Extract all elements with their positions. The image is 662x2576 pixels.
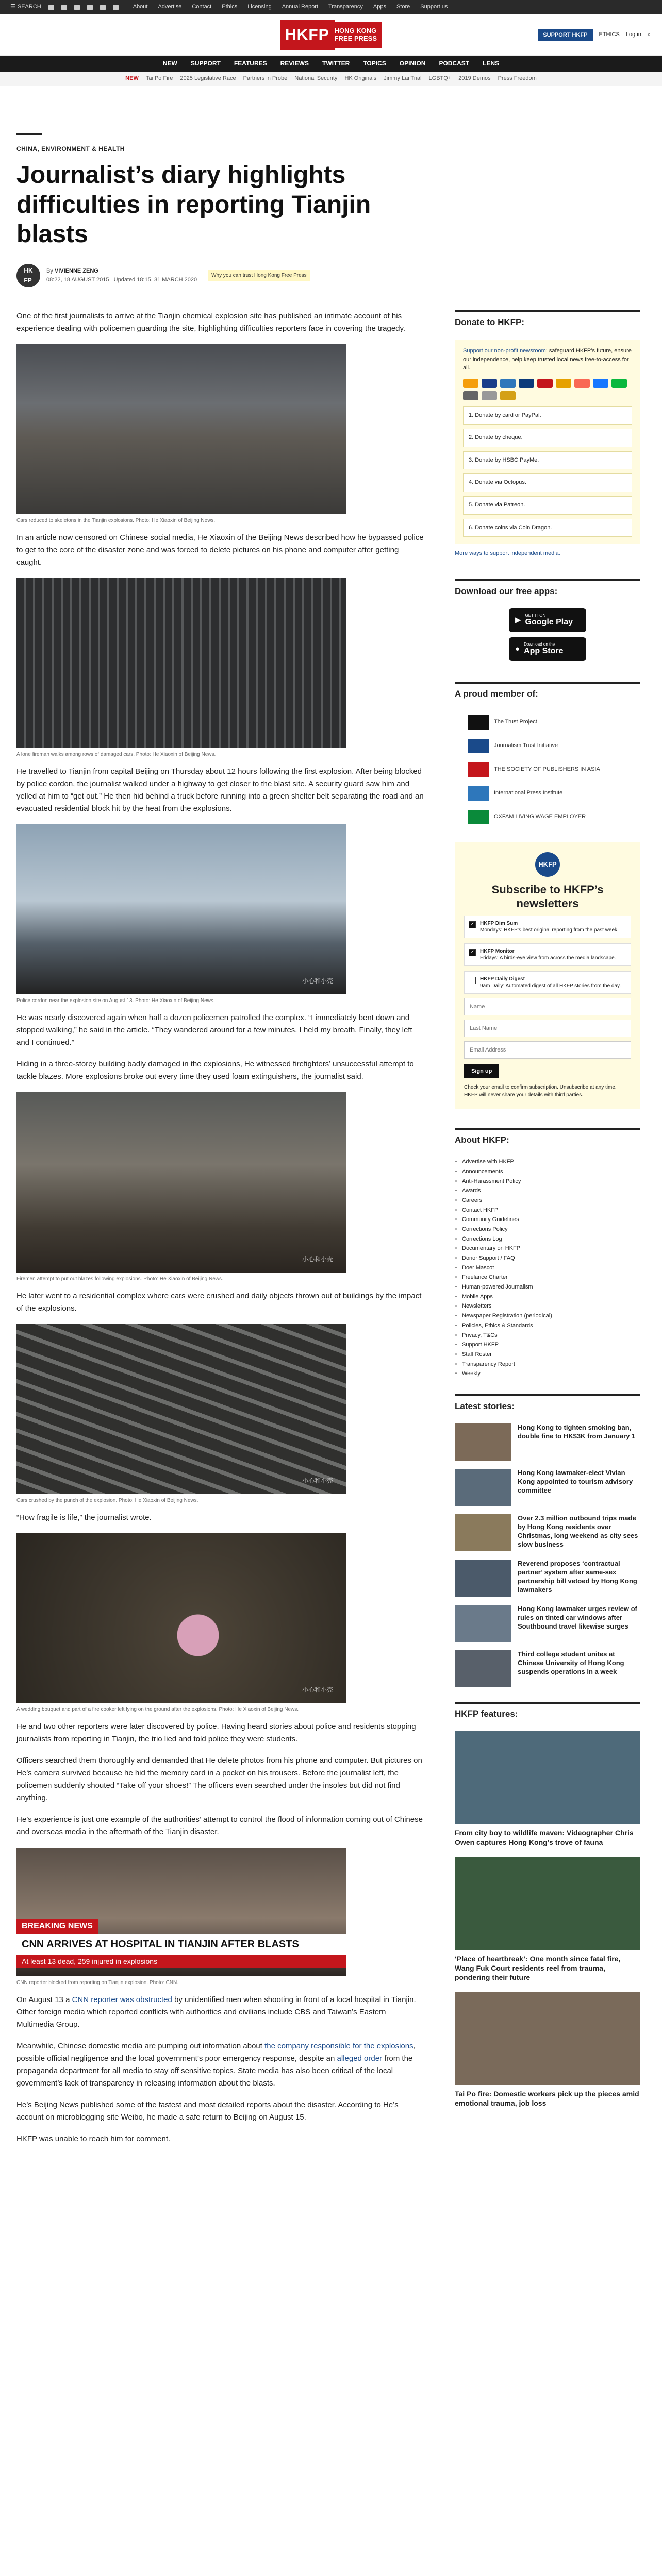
figure-caption: A wedding bouquet and part of a fire cooker left lying on the ground after the explosions. Photo: He Xiaoxin of Beijing News. bbox=[16, 1706, 299, 1713]
figure bbox=[16, 1324, 346, 1504]
wechat-icon bbox=[611, 379, 627, 388]
payment-logos bbox=[463, 379, 632, 400]
newsletter-name: HKFP Dim Sum bbox=[480, 920, 518, 926]
paragraph: HKFP was unable to reach him for comment. bbox=[16, 2134, 171, 2143]
apps-heading: Download our free apps: bbox=[455, 579, 640, 603]
trending-new-label: NEW bbox=[125, 75, 139, 82]
member-logo[interactable] bbox=[468, 786, 640, 801]
paragraph: In an article now censored on Chinese social media, He Xiaoxin of the Beijing News described how he bypassed police to get to the core of the disaster zone and was forced to delete pictures on his phone and computer after getting caught. bbox=[16, 533, 424, 567]
member-logo-icon bbox=[468, 715, 489, 730]
story-title[interactable]: Hong Kong to tighten smoking ban, double fine to HK$3K from January 1 bbox=[518, 1423, 636, 1440]
story-thumbnail[interactable] bbox=[455, 1650, 511, 1687]
photo-firemen-blaze bbox=[16, 1092, 346, 1273]
member-logo[interactable] bbox=[468, 762, 640, 777]
site-logo[interactable] bbox=[280, 20, 382, 50]
menu-icon: ☰ bbox=[10, 4, 15, 10]
about-link[interactable]: • Policies, Ethics & Standards bbox=[462, 1321, 640, 1331]
visa-icon bbox=[482, 379, 497, 388]
about-link[interactable]: • Corrections Policy bbox=[462, 1225, 640, 1234]
newsletter-option[interactable] bbox=[464, 916, 631, 938]
paypal-icon bbox=[519, 379, 534, 388]
donate-heading: Donate to HKFP: bbox=[455, 310, 640, 334]
cnn-lower-third bbox=[16, 1919, 346, 1968]
figure-caption: Cars reduced to skeletons in the Tianjin explosions. Photo: He Xiaoxin of Beijing News. bbox=[16, 517, 216, 523]
cheque-icon bbox=[482, 391, 497, 400]
about-link[interactable]: • Corrections Log bbox=[462, 1234, 640, 1244]
about-link[interactable]: • Advertise with HKFP bbox=[462, 1157, 640, 1167]
about-link[interactable]: • Newsletters bbox=[462, 1301, 640, 1311]
latest-story[interactable] bbox=[455, 1469, 640, 1506]
linkedin-icon[interactable] bbox=[87, 5, 93, 10]
story-thumbnail[interactable] bbox=[455, 1514, 511, 1551]
figure bbox=[16, 578, 346, 758]
logo-text: HONG KONG FREE PRESS bbox=[335, 22, 382, 48]
nav-item[interactable]: TOPICS bbox=[363, 60, 386, 67]
youtube-icon[interactable] bbox=[100, 5, 106, 10]
latest-heading: Latest stories: bbox=[455, 1394, 640, 1418]
figure bbox=[16, 824, 346, 1005]
header-rule bbox=[16, 133, 42, 135]
newsletter-note: Check your email to confirm subscription. Unsubscribe at any time. HKFP will never share your details with third parties. bbox=[464, 1084, 617, 1098]
author-name[interactable]: VIVIENNE ZENG bbox=[54, 268, 98, 275]
newsletter-desc: 9am Daily: Automated digest of all HKFP stories from the day. bbox=[480, 982, 621, 989]
photo-watermark: 小心和小壳 bbox=[302, 977, 333, 985]
about-link[interactable]: • Transparency Report bbox=[462, 1360, 640, 1369]
member-logo-icon bbox=[468, 762, 489, 777]
photo-police-cordon bbox=[16, 824, 346, 994]
feature-story[interactable] bbox=[455, 1731, 640, 1846]
paragraph: He’s Beijing News published some of the fastest and most detailed reports about the disaster. According to He’s account on microblogging site Weibo, he made a safe return to Beijing on August 15. bbox=[16, 2100, 399, 2122]
trending-item[interactable]: 2025 Legislative Race bbox=[180, 75, 236, 82]
features-heading: HKFP features: bbox=[455, 1702, 640, 1726]
instagram-icon[interactable] bbox=[74, 5, 80, 10]
patreon-icon bbox=[574, 379, 590, 388]
member-logo-icon bbox=[468, 810, 489, 824]
about-link[interactable]: • Doer Mascot bbox=[462, 1263, 640, 1273]
paragraph: He was nearly discovered again when half a dozen policemen patrolled the complex. “I immediately bent down and stopped walking,” he said in the article. “They wandered around for a few minutes. I held my breath. Finally, they left and I continued.” bbox=[16, 1013, 412, 1047]
last-name-field[interactable] bbox=[464, 1020, 631, 1037]
latest-story[interactable] bbox=[455, 1423, 640, 1461]
about-link[interactable]: • Newspaper Registration (periodical) bbox=[462, 1311, 640, 1321]
donate-option[interactable]: 3. Donate by HSBC PayMe. bbox=[463, 451, 632, 470]
cnn-obstructed-link[interactable]: CNN reporter was obstructed bbox=[72, 1995, 172, 2004]
topbar-link[interactable]: Licensing bbox=[247, 4, 272, 10]
cnn-subline: At least 13 dead, 259 injured in explosions bbox=[16, 1955, 346, 1968]
topbar-link[interactable]: Support us bbox=[420, 4, 448, 10]
member-heading: A proud member of: bbox=[455, 682, 640, 706]
paragraph: He travelled to Tianjin from capital Beijing on Thursday about 12 hours following the first explosion. After being blocked by police cordon, the journalist walked under a highway to get closer to the blast site. A security guard saw him and yelled at him to “get out.” He then hid behind a truck before running into a green shelter belt separating the road and an evacuated residential block hit by the heat from the explosions. bbox=[16, 767, 424, 813]
member-logo[interactable] bbox=[468, 715, 640, 730]
nav-item[interactable]: FEATURES bbox=[234, 60, 267, 67]
login-link[interactable]: Log in bbox=[625, 31, 641, 38]
search-icon[interactable]: ⌕ bbox=[647, 31, 651, 38]
about-link[interactable]: • Weekly bbox=[462, 1369, 640, 1379]
more-ways-link[interactable]: More ways to support independent media. bbox=[455, 550, 560, 557]
about-link[interactable]: • Support HKFP bbox=[462, 1340, 640, 1350]
story-thumbnail[interactable] bbox=[455, 1469, 511, 1506]
paragraph: One of the first journalists to arrive at the Tianjin chemical explosion site has published an intimate account of his experience dealing with policemen guarding the site, highlighting difficulties reporters face in covering the tragedy. bbox=[16, 311, 406, 333]
payme-icon bbox=[537, 379, 553, 388]
photo-cnn-broadcast bbox=[16, 1848, 346, 1976]
donate-option[interactable]: 2. Donate by cheque. bbox=[463, 429, 632, 447]
app-store-button[interactable]: ● Download on the App Store bbox=[509, 637, 586, 661]
trending-item[interactable]: Jimmy Lai Trial bbox=[384, 75, 422, 82]
ethics-link[interactable]: ETHICS bbox=[599, 31, 620, 38]
utility-bar bbox=[0, 0, 662, 14]
figure-caption: CNN reporter blocked from reporting on Tianjin explosion. Photo: CNN. bbox=[16, 1979, 179, 1986]
nav-item[interactable]: OPINION bbox=[399, 60, 426, 67]
bank-icon bbox=[463, 391, 478, 400]
topbar-link[interactable]: Apps bbox=[373, 4, 386, 10]
nav-item[interactable]: PODCAST bbox=[439, 60, 470, 67]
feature-story[interactable] bbox=[455, 1992, 640, 2108]
trending-item[interactable]: LGBTQ+ bbox=[428, 75, 452, 82]
cnn-headline: CNN ARRIVES AT HOSPITAL IN TIANJIN AFTER BLASTS bbox=[16, 1934, 346, 1955]
figure-caption: Firemen attempt to put out blazes following explosions. Photo: He Xiaoxin of Beijing News. bbox=[16, 1276, 223, 1282]
main-nav bbox=[0, 56, 662, 72]
figure bbox=[16, 1533, 346, 1714]
about-list bbox=[455, 1157, 640, 1379]
newsletter-logo: HKFP bbox=[535, 852, 560, 877]
figure-caption: Police cordon near the explosion site on August 13. Photo: He Xiaoxin of Beijing News. bbox=[16, 997, 215, 1004]
google-play-icon: ▶ bbox=[515, 616, 521, 624]
story-title[interactable]: Over 2.3 million outbound trips made by Hong Kong residents over Christmas, long weekend as city sees slow business bbox=[518, 1514, 638, 1548]
nav-item[interactable]: NEW bbox=[162, 60, 177, 67]
feature-title[interactable]: Tai Po fire: Domestic workers pick up the pieces amid emotional trauma, job loss bbox=[455, 2090, 639, 2108]
about-link[interactable]: • Contact HKFP bbox=[462, 1206, 640, 1215]
twitter-icon[interactable] bbox=[61, 5, 67, 10]
newsletter-desc: Mondays: HKFP’s best original reporting from the past week. bbox=[480, 927, 619, 933]
category-label[interactable]: CHINA, ENVIRONMENT & HEALTH bbox=[16, 145, 125, 152]
about-link[interactable]: • Privacy, T&Cs bbox=[462, 1331, 640, 1341]
trending-nav bbox=[0, 72, 662, 86]
paragraph: He and two other reporters were later discovered by police. Having heard stories about police and residents stopping journalists from reporting in Tianjin, the trio lied and told police they were students. bbox=[16, 1722, 416, 1743]
support-button[interactable]: SUPPORT HKFP bbox=[538, 29, 592, 41]
donate-option[interactable]: 5. Donate via Patreon. bbox=[463, 496, 632, 515]
facebook-icon[interactable] bbox=[48, 5, 54, 10]
member-logo[interactable] bbox=[468, 739, 640, 753]
member-name: OXFAM LIVING WAGE EMPLOYER bbox=[494, 814, 586, 820]
newsletter-option[interactable] bbox=[464, 943, 631, 966]
member-name: Journalism Trust Initiative bbox=[494, 742, 558, 749]
figure bbox=[16, 1848, 346, 1987]
figure-caption: A lone fireman walks among rows of damaged cars. Photo: He Xiaoxin of Beijing News. bbox=[16, 751, 216, 757]
byline: HK FP By VIVIENNE ZENG 08:22, 18 AUGUST 2015 Updated 18:15, 31 MARCH 2020 Why you can trust Hong Kong Free Press bbox=[16, 264, 646, 287]
donate-option[interactable]: 6. Donate coins via Coin Dragon. bbox=[463, 519, 632, 537]
email-icon[interactable] bbox=[113, 5, 119, 10]
feature-thumbnail[interactable] bbox=[455, 1992, 640, 2085]
updated-date: Updated 18:15, 31 MARCH 2020 bbox=[113, 276, 197, 283]
latest-story[interactable] bbox=[455, 1605, 640, 1642]
donate-box: Support our non-profit newsroom: safeguard HKFP’s future, ensure our independence, help keep trusted local news free-to-access for all. 1. Donate by card or PayPal. 2. Donate by cheque. 3. Donate by HSBC PayMe. 4. Donate via Octopus. 5. Donate via Patreon. 6. Donate coins via Coin Dragon. bbox=[455, 340, 640, 544]
newsletter-name: HKFP Daily Digest bbox=[480, 976, 525, 982]
nav-item[interactable]: LENS bbox=[483, 60, 500, 67]
newsletter-box bbox=[455, 842, 640, 1109]
story-title[interactable]: Third college student unites at Chinese University of Hong Kong suspends operations in a week bbox=[518, 1650, 624, 1675]
paragraph: Meanwhile, Chinese domestic media are pumping out information about the company responsible for the explosions, possible official negligence and the local government’s poor emergency response, despite an alleged order from the propaganda department for all media to stay off sensitive topics. State media has also been critical of the local government’s lack of transparency in releasing information about the blasts. bbox=[16, 2041, 416, 2088]
topbar-link[interactable]: Advertise bbox=[158, 4, 182, 10]
photo-crushed-cars bbox=[16, 1324, 346, 1494]
trust-link[interactable]: Why you can trust Hong Kong Free Press bbox=[208, 270, 310, 281]
member-logo[interactable] bbox=[468, 810, 640, 824]
paragraph: “How fragile is life,” the journalist wrote. bbox=[16, 1513, 152, 1522]
donate-option[interactable]: 4. Donate via Octopus. bbox=[463, 473, 632, 492]
topbar-link[interactable]: Contact bbox=[192, 4, 212, 10]
feature-thumbnail[interactable] bbox=[455, 1857, 640, 1950]
about-link[interactable]: • Freelance Charter bbox=[462, 1273, 640, 1282]
article-body bbox=[16, 310, 424, 2155]
donate-option[interactable]: 1. Donate by card or PayPal. bbox=[463, 406, 632, 425]
nav-item[interactable]: REVIEWS bbox=[280, 60, 309, 67]
newsletter-title: Subscribe to HKFP’s newsletters bbox=[491, 883, 604, 910]
feature-title[interactable]: ‘Place of heartbreak’: One month since fatal fire, Wang Fuk Court residents reel from trauma, pondering their future bbox=[455, 1954, 621, 1982]
figure-caption: Cars crushed by the punch of the explosion. Photo: He Xiaoxin of Beijing News. bbox=[16, 1497, 198, 1503]
newsletter-name: HKFP Monitor bbox=[480, 948, 515, 954]
trending-item[interactable]: Partners in Probe bbox=[243, 75, 288, 82]
member-name: THE SOCIETY OF PUBLISHERS IN ASIA bbox=[494, 766, 600, 773]
about-link[interactable]: • Staff Roster bbox=[462, 1350, 640, 1360]
trending-item[interactable]: Tai Po Fire bbox=[145, 75, 173, 82]
about-link[interactable]: • Careers bbox=[462, 1196, 640, 1206]
photo-watermark: 小心和小壳 bbox=[302, 1255, 333, 1263]
alipay-icon bbox=[593, 379, 608, 388]
about-link[interactable]: • Community Guidelines bbox=[462, 1215, 640, 1225]
latest-story[interactable] bbox=[455, 1514, 640, 1551]
member-logo-icon bbox=[468, 739, 489, 753]
member-name: International Press Institute bbox=[494, 790, 563, 796]
trending-item[interactable]: Press Freedom bbox=[498, 75, 537, 82]
latest-story[interactable] bbox=[455, 1560, 640, 1597]
amex-icon bbox=[500, 379, 516, 388]
story-title[interactable]: Hong Kong lawmaker urges review of rules on tinted car windows after Southbound travel likewise surges bbox=[518, 1605, 637, 1630]
signup-button[interactable]: Sign up bbox=[464, 1064, 499, 1078]
story-thumbnail[interactable] bbox=[455, 1560, 511, 1597]
newsletter-desc: Fridays: A birds-eye view from across the media landscape. bbox=[480, 955, 616, 961]
author-avatar: HK FP bbox=[16, 264, 40, 287]
article-title: Journalist’s diary highlights difficulties in reporting Tianjin blasts bbox=[16, 161, 371, 248]
topbar-link[interactable]: Annual Report bbox=[282, 4, 319, 10]
publish-date: 08:22, 18 AUGUST 2015 bbox=[46, 276, 109, 283]
about-link[interactable]: • Mobile Apps bbox=[462, 1292, 640, 1302]
figure bbox=[16, 344, 346, 524]
site-header bbox=[0, 14, 662, 56]
search-link[interactable]: ☰ SEARCH bbox=[10, 3, 41, 12]
nav-item[interactable]: SUPPORT bbox=[190, 60, 221, 67]
member-name: The Trust Project bbox=[494, 719, 537, 725]
trending-item[interactable]: HK Originals bbox=[344, 75, 377, 82]
photo-burned-cars bbox=[16, 344, 346, 514]
sidebar bbox=[455, 310, 640, 2155]
paragraph: He later went to a residential complex where cars were crushed and daily objects thrown out of buildings by the impact of the explosions. bbox=[16, 1291, 422, 1313]
coin-icon bbox=[500, 391, 516, 400]
newsletter-option[interactable] bbox=[464, 971, 631, 994]
topbar-link[interactable]: Transparency bbox=[328, 4, 363, 10]
about-link[interactable]: • Human-powered Journalism bbox=[462, 1282, 640, 1292]
trending-item[interactable]: National Security bbox=[294, 75, 338, 82]
topbar-link[interactable]: Ethics bbox=[222, 4, 238, 10]
member-logo-icon bbox=[468, 786, 489, 801]
photo-watermark: 小心和小壳 bbox=[302, 1686, 333, 1693]
figure bbox=[16, 1092, 346, 1283]
topbar-link[interactable]: About bbox=[133, 4, 148, 10]
company-link[interactable]: the company responsible for the explosions bbox=[264, 2041, 413, 2050]
about-link[interactable]: • Announcements bbox=[462, 1167, 640, 1177]
paragraph: On August 13 a CNN reporter was obstructed by unidentified men when shooting in front of a local hospital in Tianjin. Other foreign media which reported conflicts with authorities and civilians include CBS and Taiwan’s Eastern Multimedia Group. bbox=[16, 1995, 416, 2029]
newsletter-checkbox[interactable] bbox=[469, 977, 476, 984]
nav-item[interactable]: TWITTER bbox=[322, 60, 350, 67]
newsletter-checkbox[interactable]: ✓ bbox=[469, 949, 476, 956]
story-title[interactable]: Reverend proposes ‘contractual partner’ system after same-sex partnership bill vetoed by Hong Kong lawmakers bbox=[518, 1560, 637, 1594]
feature-thumbnail[interactable] bbox=[455, 1731, 640, 1824]
story-thumbnail[interactable] bbox=[455, 1423, 511, 1461]
story-title[interactable]: Hong Kong lawmaker-elect Vivian Kong appointed to tourism advisory committee bbox=[518, 1469, 633, 1494]
newsletter-checkbox[interactable]: ✓ bbox=[469, 921, 476, 928]
feature-story[interactable] bbox=[455, 1857, 640, 1982]
photo-fireman-cars bbox=[16, 578, 346, 748]
octopus-icon bbox=[556, 379, 571, 388]
feature-title[interactable]: From city boy to wildlife maven: Videographer Chris Owen captures Hong Kong’s trove of fauna bbox=[455, 1828, 634, 1846]
about-heading: About HKFP: bbox=[455, 1128, 640, 1152]
latest-story[interactable] bbox=[455, 1650, 640, 1687]
google-play-button[interactable]: ▶ GET IT ON Google Play bbox=[509, 608, 586, 632]
paragraph: Officers searched them thoroughly and demanded that He delete photos from his phone and computer. But pictures on He’s camera survived because he hid the memory card in a pocket on his trousers. Before the journalist left, the policemen suddenly shouted “Take off your shoes!” The officers even searched under the insoles but did not find anything. bbox=[16, 1756, 422, 1802]
paragraph: He’s experience is just one example of the authorities’ attempt to control the flood of information coming out of Chinese and overseas media in the aftermath of the Tianjin disaster. bbox=[16, 1815, 423, 1836]
about-link[interactable]: • Documentary on HKFP bbox=[462, 1244, 640, 1253]
paragraph: Hiding in a three-storey building badly damaged in the explosions, He witnessed firefighters’ unsuccessful attempt to tackle blazes. More explosions broke out every time they used foam extinguishers, the journalist said. bbox=[16, 1059, 414, 1081]
cnn-breaking-label: BREAKING NEWS bbox=[16, 1919, 98, 1934]
topbar-link[interactable]: Store bbox=[396, 4, 410, 10]
about-link[interactable]: • Awards bbox=[462, 1186, 640, 1196]
support-newsroom-link[interactable]: Support our non-profit newsroom bbox=[463, 348, 546, 354]
photo-wedding-bouquet bbox=[16, 1533, 346, 1703]
story-thumbnail[interactable] bbox=[455, 1605, 511, 1642]
apple-icon: ● bbox=[515, 645, 520, 653]
about-link[interactable]: • Donor Support / FAQ bbox=[462, 1253, 640, 1263]
mastercard-icon bbox=[463, 379, 478, 388]
email-field[interactable] bbox=[464, 1041, 631, 1059]
logo-mark: HKFP bbox=[280, 20, 335, 50]
alleged-order-link[interactable]: alleged order bbox=[337, 2054, 383, 2063]
photo-watermark: 小心和小壳 bbox=[302, 1477, 333, 1484]
trending-item[interactable]: 2019 Demos bbox=[458, 75, 491, 82]
name-field[interactable] bbox=[464, 998, 631, 1015]
about-link[interactable]: • Anti-Harassment Policy bbox=[462, 1177, 640, 1187]
